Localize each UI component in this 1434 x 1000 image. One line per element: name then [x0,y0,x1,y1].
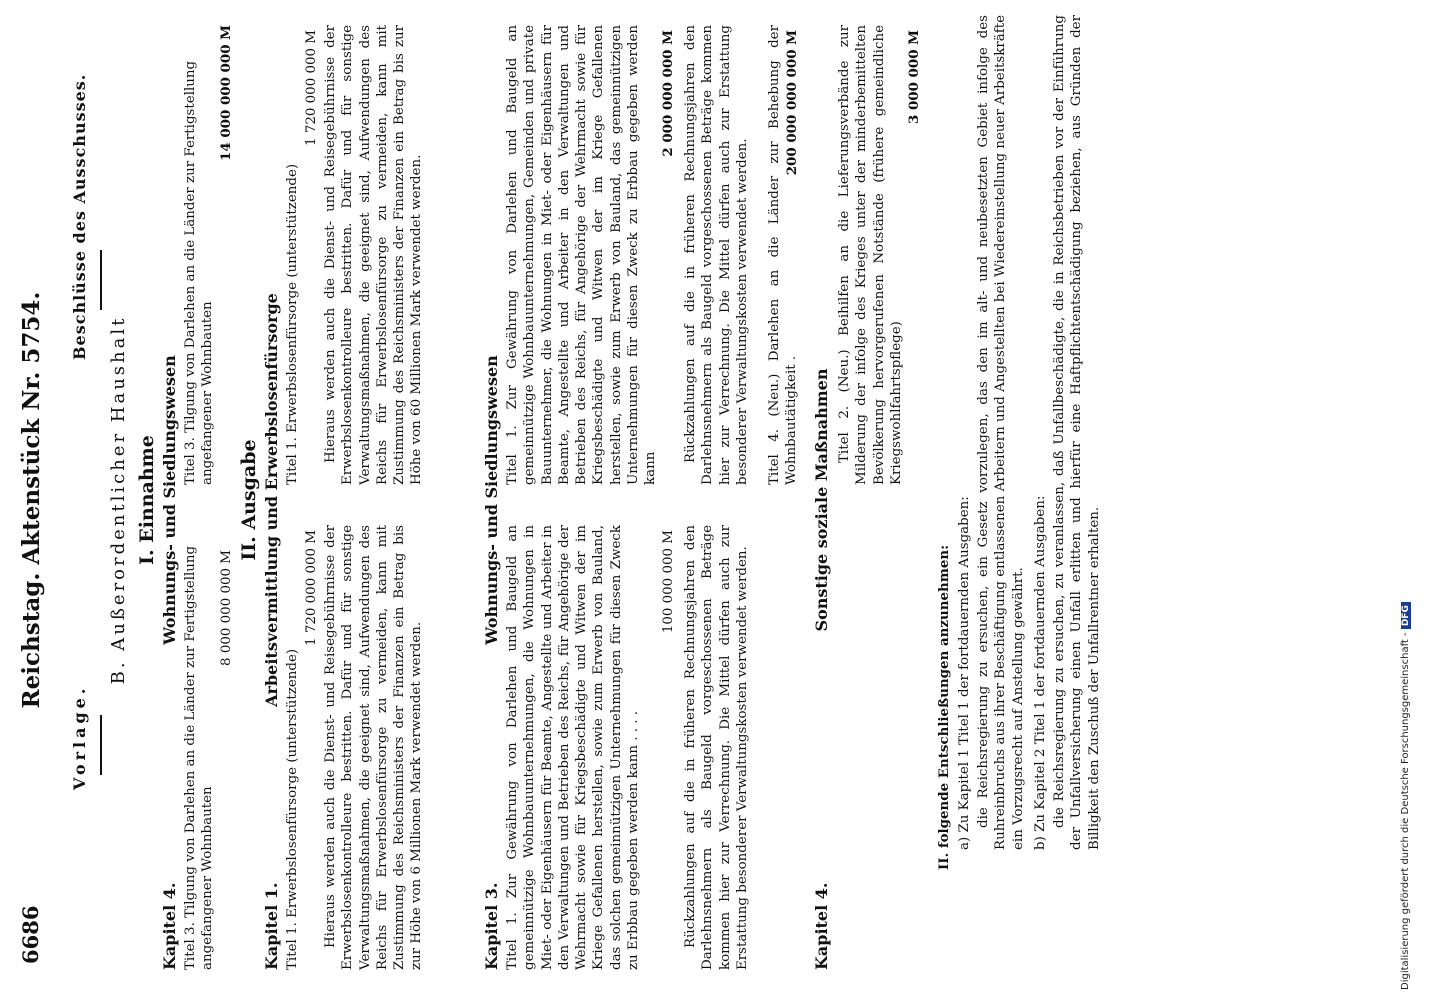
kap1-right-text: Hieraus werden auch die Dienst- und Reisegebührnisse der Erwerbslosenkontrolleure bestritten. Dafür und für sonstige Verwaltungsmaßnahmen, die geeignet sind, Aufwendungen des Reichs für Erwerbslosenfürsorge zu vermeiden, kann mit Zustimmung des Reichsministers der Finanzen ein Betrag bis zur Höhe von 60 Millionen Mark verwendet werden. [323,25,425,485]
digitization-credit [1400,10,1411,990]
resolution-b-text: die Reichsregierung zu ersuchen, zu veranlassen, daß Unfallbeschädigte, die in Reichsbetrieben vor der Einführung der Unfallversicherung einen Unfall erlitten und hierfür eine Haftpflichtentschädigung beziehen, aus Gründen der Billigkeit den Zuschuß der Unfallrentner erhalten. [1052,15,1102,850]
kap3-title: Kapitel 3. [482,882,501,970]
kap3-right-titel4: Titel 4. (Neu.) Darlehen an die Länder zur Behebung der Wohnbautätigkeit . [767,25,800,485]
kap4-right-amount: 14 000 000 000 M [218,25,234,161]
kap4-left-amount: 8 000 000 000 M [219,550,234,666]
kap1-left-titel: Titel 1. Erwerbslosenfürsorge (unterstützende) [285,648,300,970]
left-label-rule [100,715,102,775]
right-column-label: Beschlüsse des Ausschusses. [70,73,89,360]
section-ii-subheading: Arbeitsvermittlung und Erwerbslosenfürsorge [262,293,281,707]
credit-text: Digitalisierung gefördert durch die Deutsche Forschungsgemeinschaft - [1400,632,1411,990]
kap3-left-text: Titel 1. Zur Gewährung von Darlehen und Baugeld an gemeinnützige Wohnbauunternehmungen, die Wohnungen in Miet- oder Eigenhäusern für Beamte, Angestellte und Arbeiter in den Verwaltungen und Betrieben des Reichs, für Angehörige der Wehrmacht sowie für Kriegsbeschädigte und Witwen der im Kriege Gefallenen herstellen, sowie zum Erwerb von Bauland, das solchen gemeinnützigen Unternehmungen für diesen Zweck zu Erbbau gegeben werden kann . . . . [505,525,642,970]
right-label-rule [100,250,102,310]
kap1-title: Kapitel 1. [262,882,281,970]
dfg-logo: DFG [1401,602,1411,629]
resolution-a-heading: a) Zu Kapitel 1 Titel 1 der fortdauernden Ausgaben: [957,496,972,850]
section-wohnung-heading: Wohnungs- und Siedlungswesen [482,355,501,645]
resolution-b-heading: b) Zu Kapitel 2 Titel 1 der fortdauernden Ausgaben: [1033,495,1048,850]
section-i-subheading: Wohnungs- und Siedlungswesen [160,355,179,645]
resolution-a-text: die Reichsregierung zu ersuchen, ein Gesetz vorzulegen, das den im alt- und neubesetzten Gebiet infolge des Ruhreinbruchs aus ihrer Beschäftigung entlassenen Arbeitern und Angestellten bei Wiedereinstellung neuer Arbeitskräfte ein Vorzugsrecht auf Anstellung gewährt. [976,15,1026,850]
left-column-label: Vorlage. [70,684,89,790]
kap1-left-amount: 1 720 000 000 M [304,530,319,646]
kap4-right-titel2: Titel 2. (Neu.) Beihilfen an die Lieferungsverbände zur Milderung der infolge des Krieges unter der minderbemittelten Bevölkerung hervorgerufenen Notstände (frühere gemeindliche Kriegswohlfahrtspflege) [837,25,904,485]
kap3-right-titel4-amount: 200 000 000 000 M [784,30,800,176]
section-ii-heading: II. Ausgabe [238,439,260,561]
kap3-left-note: Rückzahlungen auf die in früheren Rechnungsjahren den Darlehnsnehmern als Baugeld vorgeschossenen Beträge kommen hier zur Verrechnung. Die Mittel dürfen auch zur Erstattung besonderer Verwaltungskosten verwendet werden. [683,525,750,970]
kap4-ausgabe-title: Kapitel 4. [812,882,831,970]
kap4-left-titel3: Titel 3. Tilgung von Darlehen an die Länder zur Fertigstellung angefangener Wohnbauten [183,545,216,970]
section-i-heading: I. Einnahme [136,435,158,565]
section-sozial-heading: Sonstige soziale Maßnahmen [812,368,831,632]
kap3-right-amount: 2 000 000 000 M [660,30,676,157]
section-b-heading: B. Außerordentlicher Haushalt [108,315,129,685]
resolutions-intro: II. folgende Entschließungen anzunehmen: [936,544,952,870]
kap4-right-titel3: Titel 3. Tilgung von Darlehen an die Länder zur Fertigstellung angefangener Wohnbauten [183,60,216,485]
page-title: Reichstag. Aktenstück Nr. 5754. [18,291,45,709]
page-number: 6686 [18,905,43,964]
kap1-right-amount: 1 720 000 000 M [304,30,319,146]
kap3-right-text: Titel 1. Zur Gewährung von Darlehen und Baugeld an gemeinnützige Wohnbauunternehmungen, Gemeinden und private Bauunternehmer, die Wohnungen in Miet- oder Eigenhäusern für Beamte, Angestellte und Arbeiter in den Verwaltungen und Betrieben des Reichs, für Angehörige der Wehrmacht sowie für Kriegsbeschädigte und Witwen der im Kriege Gefallenen herstellen, sowie zum Erwerb von Bauland, das gemeinnützigen Unternehmungen für diesen Zweck zu Erbbau gegeben werden kann [505,25,659,485]
kap4-right-titel2-amount: 3 000 000 M [906,30,922,125]
kap1-left-text: Hieraus werden auch die Dienst- und Reisegebührnisse der Erwerbslosenkontrolleure bestritten. Dafür und für sonstige Verwaltungsmaßnahmen, die geeignet sind, Aufwendungen des Reichs für Erwerbslosenfürsorge zu vermeiden, kann mit Zustimmung des Reichsministers der Finanzen ein Betrag bis zur Höhe von 6 Millionen Mark verwendet werden. [323,525,425,970]
kap4-einnahme-title: Kapitel 4. [160,882,179,970]
kap1-right-titel: Titel 1. Erwerbslosenfürsorge (unterstützende) [285,163,300,485]
kap3-left-amount: 100 000 000 M [661,530,676,634]
kap3-right-note: Rückzahlungen auf die in früheren Rechnungsjahren den Darlehnsnehmern als Baugeld vorgeschossenen Beträge kommen hier zur Verrechnung. Die Mittel dürfen auch zur Erstattung besonderer Verwaltungskosten verwendet werden. [683,25,750,485]
